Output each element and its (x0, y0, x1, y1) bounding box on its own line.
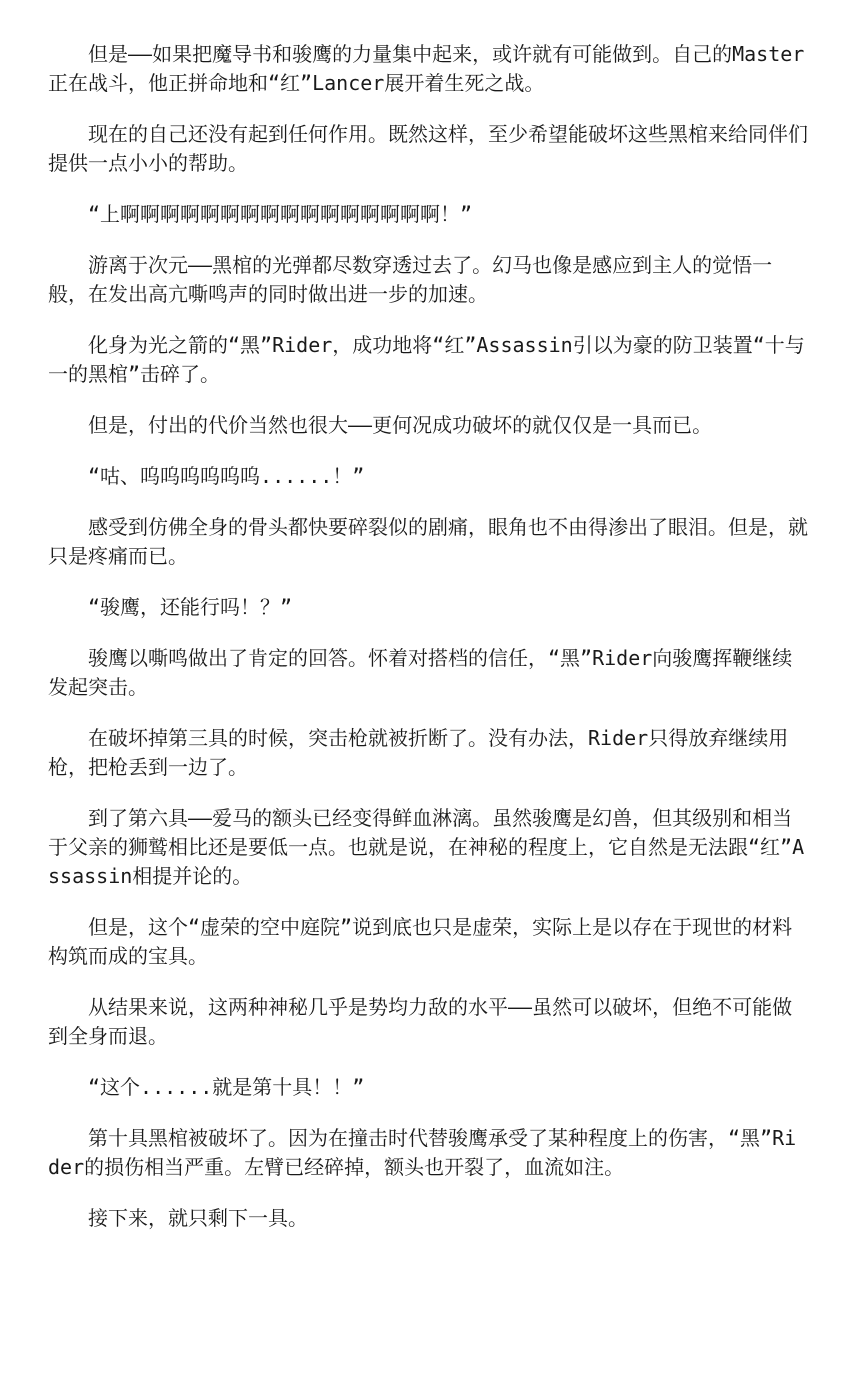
paragraph-15: “这个......就是第十具！！” (88, 1075, 365, 1099)
paragraph-2: 现在的自己还没有起到任何作用。既然这样，至少希望能破坏这些黑棺来给同伴们提供一点小小的帮助。 (48, 122, 808, 175)
document-page (48, 40, 808, 1255)
paragraph-16: 第十具黑棺被破坏了。因为在撞击时代替骏鹰承受了某种程度上的伤害，“黑”Rider的损伤相当严重。左臂已经碎掉，额头也开裂了，血流如注。 (48, 1126, 797, 1179)
paragraph-10: 骏鹰以嘶鸣做出了肯定的回答。怀着对搭档的信任，“黑”Rider向骏鹰挥鞭继续发起突击。 (48, 646, 793, 699)
paragraph-14: 从结果来说，这两种神秘几乎是势均力敌的水平——虽然可以破坏，但绝不可能做到全身而退。 (48, 995, 793, 1048)
paragraph-7: “咕、呜呜呜呜呜呜......！” (88, 464, 365, 488)
paragraph-17: 接下来，就只剩下一具。 (88, 1206, 308, 1230)
paragraph-5: 化身为光之箭的“黑”Rider，成功地将“红”Assassin引以为豪的防卫装置“十与一的黑棺”击碎了。 (48, 333, 805, 386)
paragraph-13: 但是，这个“虚荣的空中庭院”说到底也只是虚荣，实际上是以存在于现世的材料构筑而成的宝具。 (48, 915, 793, 968)
paragraph-4: 游离于次元——黑棺的光弹都尽数穿透过去了。幻马也像是感应到主人的觉悟一般，在发出高亢嘶鸣声的同时做出进一步的加速。 (48, 253, 773, 306)
paragraph-8: 感受到仿佛全身的骨头都快要碎裂似的剧痛，眼角也不由得渗出了眼泪。但是，就只是疼痛而已。 (48, 515, 808, 568)
paragraph-1: 但是——如果把魔导书和骏鹰的力量集中起来，或许就有可能做到。自己的Master正在战斗，他正拼命地和“红”Lancer展开着生死之战。 (48, 42, 805, 95)
paragraph-6: 但是，付出的代价当然也很大——更何况成功破坏的就仅仅是一具而已。 (88, 413, 713, 437)
paragraph-9: “骏鹰，还能行吗！？” (88, 595, 293, 619)
paragraph-12: 到了第六具——爱马的额头已经变得鲜血淋漓。虽然骏鹰是幻兽，但其级别和相当于父亲的狮鹫相比还是要低一点。也就是说，在神秘的程度上，它自然是无法跟“红”Assassin相提并论的。 (48, 806, 805, 888)
paragraph-11: 在破坏掉第三具的时候，突击枪就被折断了。没有办法，Rider只得放弃继续用枪，把枪丢到一边了。 (48, 726, 789, 779)
paragraph-3: “上啊啊啊啊啊啊啊啊啊啊啊啊啊啊啊啊！” (88, 202, 473, 226)
